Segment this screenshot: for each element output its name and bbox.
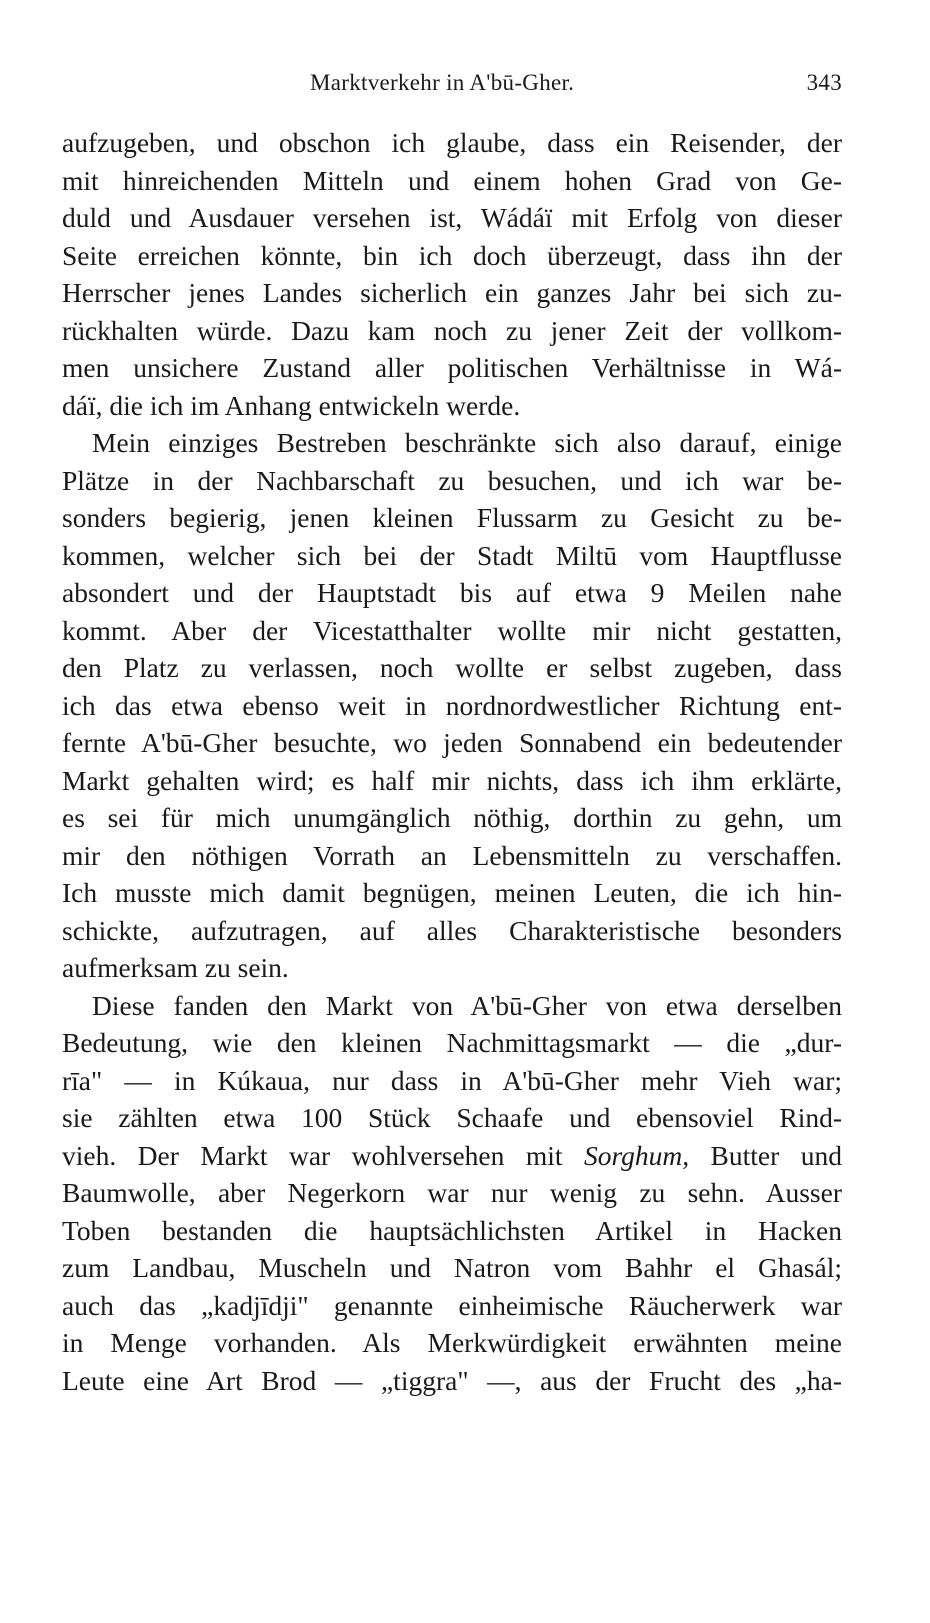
text-line: Plätze in der Nachbarschaft zu besuchen, und ich war be- — [62, 464, 842, 496]
text-line: aufmerksam zu sein. — [62, 952, 289, 983]
text-line: ich das etwa ebenso weit in nordnordwestlicher Richtung ent- — [62, 689, 842, 721]
text-segment: Butter und — [689, 1139, 842, 1171]
text-line: Mein einziges Bestreben beschränkte sich also darauf, einige — [92, 427, 842, 458]
text-line: dáï, die ich im Anhang entwickeln werde. — [62, 389, 521, 421]
text-line: auch das „kadjīdji" genannte einheimische Räucherwerk war — [62, 1289, 842, 1321]
page-header — [62, 70, 842, 106]
text-line: kommt. Aber der Vicestatthalter wollte mir nicht gestatten, — [62, 614, 842, 646]
text-line: in Menge vorhanden. Als Merkwürdigkeit erwähnten meine — [62, 1327, 842, 1358]
italic-term: Sorghum, — [583, 1139, 690, 1171]
text-line: den Platz zu verlassen, noch wollte er selbst zugeben, dass — [62, 652, 842, 683]
body-text — [62, 124, 842, 1399]
text-line: sonders begierig, jenen kleinen Flussarm zu Gesicht zu be- — [62, 502, 842, 533]
text-line: absondert und der Hauptstadt bis auf etwa 9 Meilen nahe — [62, 577, 842, 608]
text-line: rīa" — in Kúkaua, nur dass in A'bū-Gher mehr Vieh war; — [62, 1064, 842, 1096]
page-number: 343 — [806, 70, 842, 95]
text-line: Seite erreichen könnte, bin ich doch überzeugt, dass ihn der — [62, 239, 842, 271]
running-head: Marktverkehr in A'bū-Gher. — [310, 70, 575, 95]
text-line: rückhalten würde. Dazu kam noch zu jener Zeit der vollkom- — [62, 314, 842, 346]
text-segment: vieh. Der Markt war wohlversehen mit — [62, 1139, 584, 1171]
text-line: aufzugeben, und obschon ich glaube, dass ein Reisender, der — [62, 127, 842, 158]
text-line: duld und Ausdauer versehen ist, Wádáï mit Erfolg von dieser — [62, 202, 842, 233]
text-line: Bedeutung, wie den kleinen Nachmittagsmarkt — die „dur- — [62, 1027, 842, 1058]
text-line: zum Landbau, Muscheln und Natron vom Bahhr el Ghasál; — [62, 1252, 842, 1283]
text-line: mit hinreichenden Mitteln und einem hohen Grad von Ge- — [62, 164, 842, 196]
text-line: schickte, aufzutragen, auf alles Charakteristische besonders — [62, 914, 842, 946]
text-line: Diese fanden den Markt von A'bū-Gher von etwa derselben — [92, 989, 842, 1021]
text-line: es sei für mich unumgänglich nöthig, dorthin zu gehn, um — [62, 802, 842, 833]
text-line: fernte A'bū-Gher besuchte, wo jeden Sonnabend ein bedeutender — [62, 727, 842, 758]
text-line: kommen, welcher sich bei der Stadt Miltū vom Hauptflusse — [62, 539, 842, 571]
text-line: men unsichere Zustand aller politischen Verhältnisse in Wá- — [62, 352, 842, 383]
text-line: mir den nöthigen Vorrath an Lebensmitteln zu verschaffen. — [62, 839, 842, 871]
text-line: Baumwolle, aber Negerkorn war nur wenig zu sehn. Ausser — [62, 1177, 842, 1208]
text-line: Toben bestanden die hauptsächlichsten Artikel in Hacken — [62, 1214, 842, 1246]
text-line: Ich musste mich damit begnügen, meinen Leuten, die ich hin- — [62, 877, 842, 908]
text-line: sie zählten etwa 100 Stück Schaafe und ebensoviel Rind- — [62, 1102, 842, 1133]
text-line: Herrscher jenes Landes sicherlich ein ganzes Jahr bei sich zu- — [62, 277, 842, 308]
text-line: Leute eine Art Brod — „tiggra" —, aus der Frucht des „ha- — [62, 1364, 842, 1396]
text-line: Markt gehalten wird; es half mir nichts, dass ich ihm erklärte, — [62, 764, 842, 796]
text-line — [62, 1137, 842, 1175]
